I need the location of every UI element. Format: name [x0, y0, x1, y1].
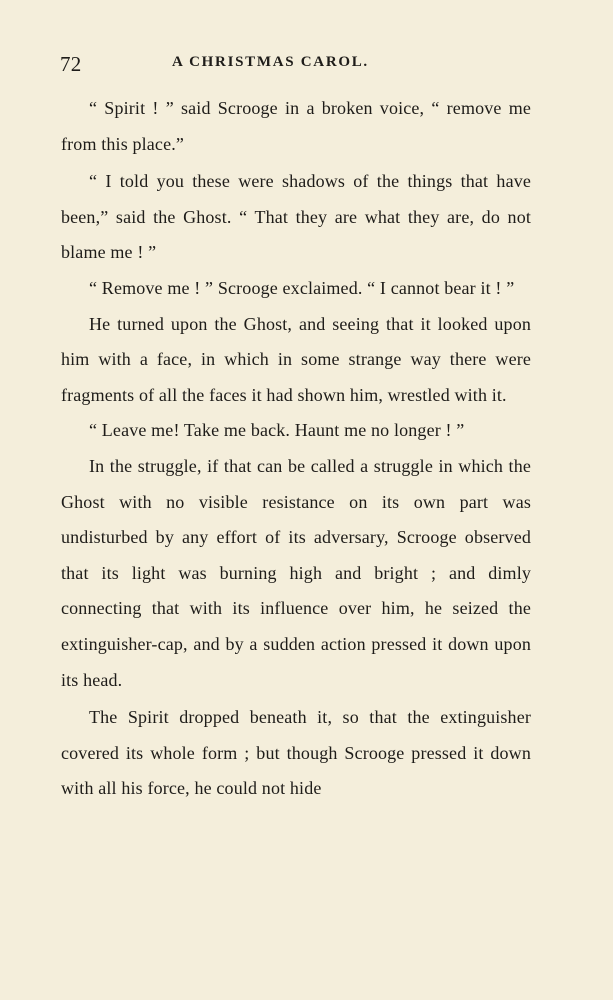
page-number: 72	[60, 52, 82, 76]
paragraph: “ Remove me ! ” Scrooge exclaimed. “ I cannot bear it ! ”	[89, 277, 515, 298]
paragraph: In the struggle, if that can be called a struggle in which the Ghost with no visible resistance on its own part was undisturbed by any effort of its adversary, Scrooge observed that its light was burning high and bright ; and dimly connecting that with its influence over him, he seized the extinguisher-cap, and by a sudden action pressed it down upon its head.	[61, 455, 531, 690]
paragraph: The Spirit dropped beneath it, so that the extinguisher covered its whole form ; but though Scrooge pressed it down with all his force, he could not hide	[61, 707, 531, 799]
page-body	[61, 91, 531, 807]
page-header	[60, 52, 530, 82]
paragraph: “ I told you these were shadows of the things that have been,” said the Ghost. “ That they are what they are, do not blame me ! ”	[61, 171, 531, 263]
paragraph: “ Spirit ! ” said Scrooge in a broken voice, “ remove me from this place.”	[61, 98, 531, 154]
paragraph: “ Leave me! Take me back. Haunt me no longer ! ”	[89, 420, 465, 441]
running-head: A CHRISTMAS CAROL.	[172, 54, 369, 70]
paragraph: He turned upon the Ghost, and seeing that it looked upon him with a face, in which in some strange way there were fragments of all the faces it had shown him, wrestled with it.	[61, 313, 531, 405]
